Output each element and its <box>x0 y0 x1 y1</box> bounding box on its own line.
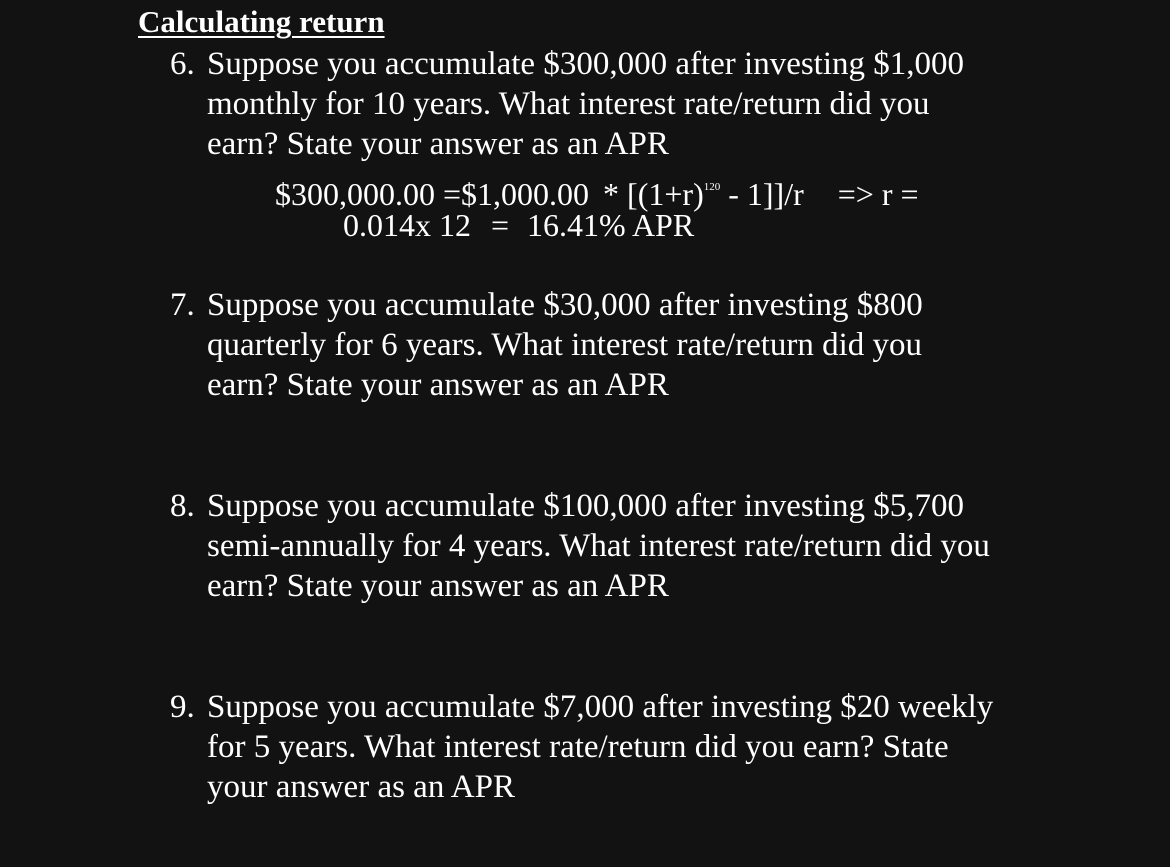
answer-equals-sign: = <box>491 207 510 243</box>
question-text-line: earn? State your answer as an APR <box>207 126 669 162</box>
question-text-line: for 5 years. What interest rate/return did you earn? State <box>207 729 949 765</box>
question-text-line: Suppose you accumulate $100,000 after investing $5,700 <box>207 488 965 524</box>
question-number: 6. <box>170 46 195 82</box>
section-heading: Calculating return <box>138 4 385 39</box>
question-text-line: your answer as an APR <box>207 769 515 805</box>
question-text-line: monthly for 10 years. What interest rate/return did you <box>207 86 930 122</box>
question-text-line: semi-annually for 4 years. What interest rate/return did you <box>207 528 990 564</box>
question-text-line: Suppose you accumulate $30,000 after investing $800 <box>207 287 923 323</box>
question-text-line: quarterly for 6 years. What interest rate/return did you <box>207 327 923 363</box>
equation-annuity-factor-end: - 1]]/r <box>720 176 804 212</box>
equation-solve-for-r: => r = <box>837 176 919 212</box>
question-number: 7. <box>170 287 195 323</box>
question-text-line: Suppose you accumulate $7,000 after investing $20 weekly <box>207 689 994 725</box>
question-text-line: Suppose you accumulate $300,000 after investing $1,000 <box>207 46 965 82</box>
question-text-line: earn? State your answer as an APR <box>207 568 669 604</box>
question-text-line: earn? State your answer as an APR <box>207 367 669 403</box>
equation-annuity-factor: * [(1+r) <box>603 176 704 212</box>
question-number: 8. <box>170 488 195 524</box>
equation-exponent: 120 <box>703 181 721 193</box>
answer-rate-times-periods: 0.014x 12 <box>343 207 471 243</box>
equation-left-side: $300,000.00 =$1,000.00 <box>275 176 590 212</box>
question-number: 9. <box>170 689 195 725</box>
worked-answer <box>343 205 694 245</box>
answer-apr: 16.41% APR <box>527 207 695 243</box>
